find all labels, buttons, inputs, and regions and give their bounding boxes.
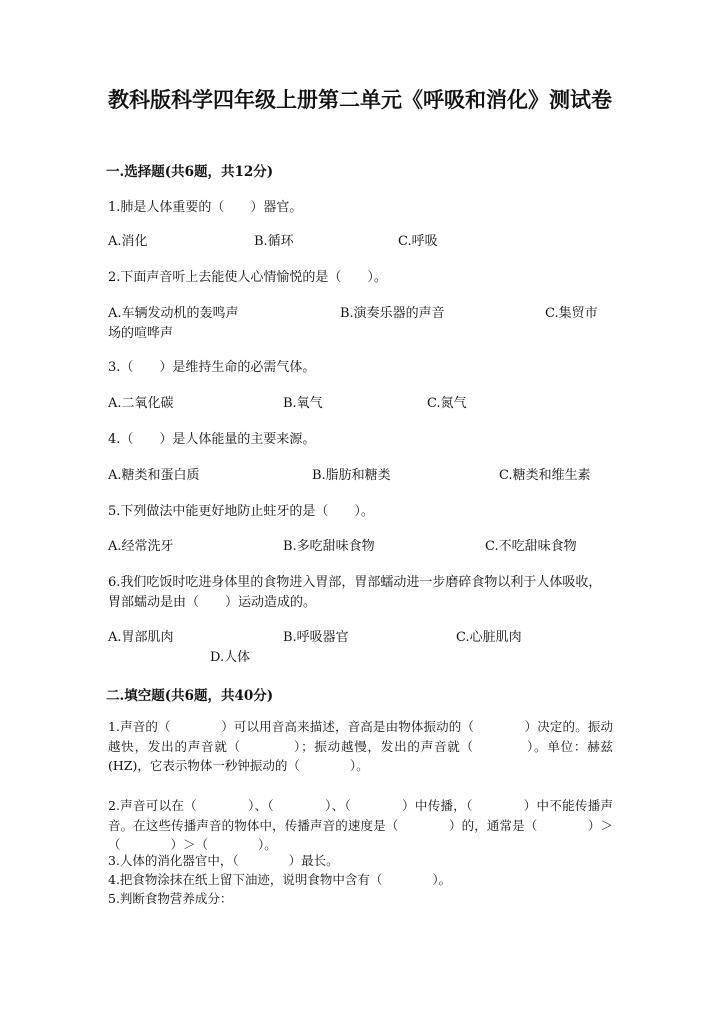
- question-4-option-b: B.脂肪和糖类: [312, 468, 391, 483]
- fill-question-3: 3.人体的消化器官中，（ ）最长。: [108, 853, 339, 868]
- question-2-stem: 2.下面声音听上去能使人心情愉悦的是（ ）。: [108, 270, 387, 285]
- page-title: 教科版科学四年级上册第二单元《呼吸和消化》测试卷: [108, 87, 612, 112]
- fill-question-1: 1.声音的（ ）可以用音高来描述，音高是由物体振动的（ ）决定的。振动越快，发出的声音就（ ）；振动越慢，发出的声音就（ ）。单位：赫兹(HZ)，它表示物体一秒钟振动的（ ）。: [108, 719, 613, 773]
- question-4-option-c: C.糖类和维生素: [499, 468, 591, 483]
- question-1-option-b: B.循环: [254, 234, 294, 249]
- question-2-option-c: C.集贸市场的喧哗声: [108, 306, 598, 341]
- question-5-option-b: B.多吃甜味食物: [283, 539, 375, 554]
- question-3-option-c: C.氮气: [427, 396, 467, 411]
- question-6-stem: 6.我们吃饭时吃进身体里的食物进入胃部，胃部蠕动进一步磨碎食物以利于人体吸收，胃部蠕动是由（ ）运动造成的。: [108, 575, 602, 610]
- fill-question-4: 4.把食物涂抹在纸上留下油迹，说明食物中含有（ ）。: [108, 872, 452, 887]
- question-1-option-a: A.消化: [108, 234, 148, 249]
- question-3-option-b: B.氧气: [283, 396, 323, 411]
- section-heading-fill: 二.填空题(共6题，共40分): [106, 688, 274, 704]
- fill-question-2: 2.声音可以在（ ）、（ ）、（ ）中传播，（ ）中不能传播声音。在这些传播声音的物体中，传播声音的速度是（ ）的，通常是（ ）＞（ ）＞（ ）。: [108, 798, 613, 852]
- question-6-option-a: A.胃部肌肉: [108, 630, 174, 645]
- question-1-stem: 1.肺是人体重要的（ ）器官。: [108, 200, 303, 215]
- question-6-option-c: C.心脏肌肉: [456, 630, 522, 645]
- question-5-option-a: A.经常洗牙: [108, 539, 174, 554]
- question-4-stem: 4.（ ）是人体能量的主要来源。: [108, 432, 316, 447]
- section-heading-choice: 一.选择题(共6题，共12分): [106, 164, 274, 180]
- question-3-option-a: A.二氧化碳: [108, 396, 174, 411]
- question-6-option-d: D.人体: [210, 650, 251, 665]
- question-1-option-c: C.呼吸: [398, 234, 438, 249]
- question-3-stem: 3.（ ）是维持生命的必需气体。: [108, 360, 316, 375]
- question-4-option-a: A.糖类和蛋白质: [108, 468, 200, 483]
- question-2-option-a: A.车辆发动机的轰鸣声: [108, 306, 239, 321]
- question-2-option-b: B.演奏乐器的声音: [340, 306, 445, 321]
- question-6-option-b: B.呼吸器官: [283, 630, 349, 645]
- question-5-option-c: C.不吃甜味食物: [485, 539, 577, 554]
- question-5-stem: 5.下列做法中能更好地防止蛀牙的是（ ）。: [108, 504, 374, 519]
- fill-question-5: 5.判断食物营养成分：: [108, 891, 233, 906]
